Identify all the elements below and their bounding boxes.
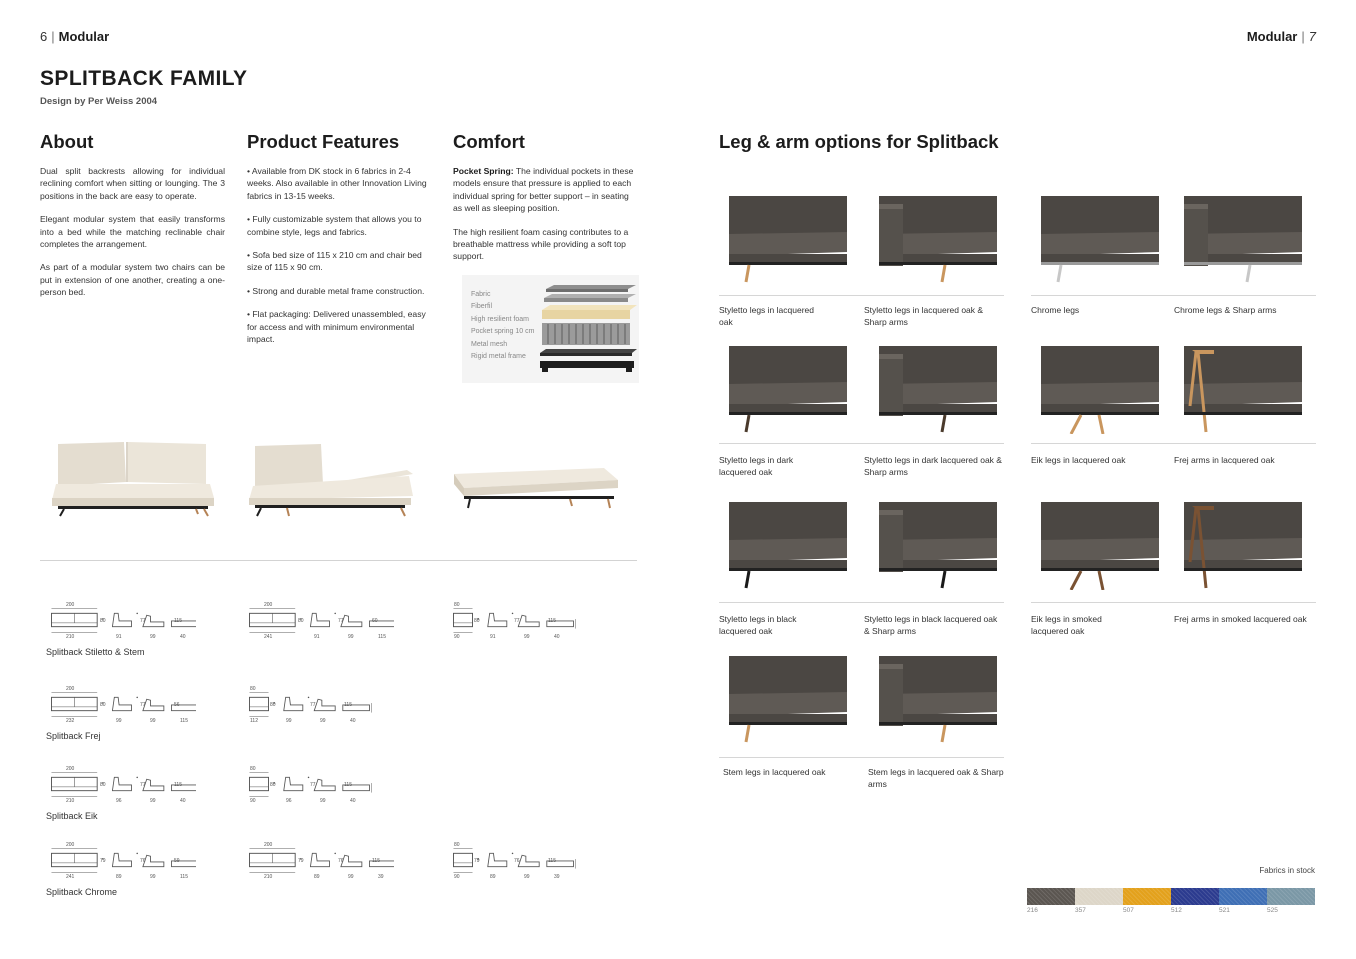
dimension-value: 76 — [514, 858, 520, 864]
fabrics-title: Fabrics in stock — [1259, 866, 1315, 875]
layer-label: Rigid metal frame — [471, 353, 526, 360]
dimension-value: 91 — [314, 634, 320, 640]
dimension-value: 90 — [454, 874, 460, 880]
option-photo — [879, 502, 997, 590]
dimension-value: 79 — [100, 858, 106, 864]
dimension-value: 200 — [66, 686, 75, 692]
dimension-value: 56 — [174, 702, 180, 708]
dimension-value: 80 — [270, 702, 276, 708]
options-heading: Leg & arm options for Splitback — [719, 131, 999, 152]
dimension-value: 210 — [66, 634, 75, 640]
dimension-value: 40 — [180, 798, 186, 804]
option-photo — [879, 656, 997, 744]
feature-item: • Flat packaging: Delivered unassembled, easy for access and with minimum environmental impact. — [247, 309, 426, 345]
dimension-value: 200 — [66, 842, 75, 848]
dimension-value: 89 — [314, 874, 320, 880]
layer-label: Metal mesh — [471, 341, 508, 348]
dimension-set-label: Splitback Eik — [46, 811, 98, 821]
option-caption: Styletto legs in dark lacquered oak & Sharp arms — [864, 455, 1002, 477]
option-photo — [1041, 196, 1159, 284]
dimension-value: 80 — [454, 602, 460, 608]
dimension-value: 77 — [310, 702, 316, 708]
option-photo — [1184, 502, 1302, 590]
option-divider — [864, 602, 1004, 603]
comfort-lead: Pocket Spring: — [453, 166, 514, 176]
dimension-value: 232 — [66, 718, 75, 724]
option-photo — [1041, 502, 1159, 590]
dimension-value: 77 — [140, 702, 146, 708]
option-caption: Styletto legs in black lacquered oak — [719, 614, 797, 636]
option-photo — [729, 656, 847, 744]
dimension-value: 59 — [174, 858, 180, 864]
dimension-value: 91 — [116, 634, 122, 640]
dimension-drawing — [244, 764, 394, 804]
mattress-layers-illustration — [538, 283, 638, 375]
dimension-value: 210 — [66, 798, 75, 804]
option-caption: Eik legs in smoked lacquered oak — [1031, 614, 1102, 636]
option-caption: Chrome legs & Sharp arms — [1174, 305, 1277, 315]
option-photo — [729, 196, 847, 284]
option-photo — [879, 346, 997, 434]
fabric-swatch — [1219, 888, 1267, 905]
comfort-paragraph — [453, 165, 639, 215]
dimension-value: 112 — [250, 718, 258, 724]
dimension-value: 90 — [250, 798, 256, 804]
option-divider — [719, 295, 864, 296]
dimension-value: 99 — [524, 874, 530, 880]
option-caption: Eik legs in lacquered oak — [1031, 455, 1126, 465]
sofa-reclined-photo — [247, 440, 417, 520]
option-photo — [729, 346, 847, 434]
about-paragraph: Dual split backrests allowing for individual reclining comfort when sitting or lounging. The 3 positions in the back are easy to operate. — [40, 166, 225, 201]
dimension-value: 79 — [298, 858, 304, 864]
option-photo — [729, 502, 847, 590]
dimension-value: 99 — [150, 798, 156, 804]
dimension-value: 99 — [150, 718, 156, 724]
dimension-value: 40 — [180, 634, 186, 640]
dimension-value: 60 — [372, 618, 378, 624]
option-photo — [1184, 196, 1302, 284]
option-divider — [864, 295, 1004, 296]
dimension-value: 115 — [344, 702, 352, 708]
features-text — [247, 165, 433, 356]
feature-item: • Strong and durable metal frame construction. — [247, 285, 425, 296]
fabric-swatch — [1267, 888, 1315, 905]
option-caption: Styletto legs in lacquered oak & Sharp arms — [864, 305, 984, 327]
dimension-value: 80 — [100, 702, 106, 708]
option-caption: Stem legs in lacquered oak — [723, 767, 826, 777]
dimension-set-label: Splitback Frej — [46, 731, 101, 741]
left-divider — [40, 560, 637, 561]
dimension-value: 80 — [298, 618, 304, 624]
fabric-code: 216 — [1027, 907, 1038, 914]
about-text — [40, 165, 225, 310]
layer-label: High resilient foam — [471, 316, 529, 323]
dimension-value: 200 — [66, 766, 75, 772]
option-photo — [1041, 346, 1159, 434]
dimension-value: 200 — [66, 602, 75, 608]
option-divider — [1174, 295, 1316, 296]
dimension-value: 99 — [348, 634, 354, 640]
dimension-value: 77 — [514, 618, 520, 624]
option-divider — [864, 757, 1004, 758]
option-caption: Styletto legs in lacquered oak — [719, 305, 814, 327]
dimension-set-label: Splitback Chrome — [46, 887, 118, 897]
option-photo — [879, 196, 997, 284]
option-divider — [719, 443, 864, 444]
comfort-paragraph-1: The individual pockets in these models ensure that pressure is applied to each individual spring for better support – in seating as well as sleeping position. — [453, 166, 634, 214]
dimension-value: 99 — [150, 634, 156, 640]
dimension-value: 89 — [490, 874, 496, 880]
about-heading: About — [40, 131, 94, 152]
left-section-title: Modular — [58, 29, 110, 44]
dimension-value: 115 — [180, 718, 188, 724]
about-paragraph: As part of a modular system two chairs can be put in extension of one another, creating a one-person bed. — [40, 262, 225, 298]
dimension-value: 80 — [100, 782, 106, 788]
dimension-value: 99 — [286, 718, 292, 724]
option-divider — [1031, 443, 1176, 444]
dimension-value: 115 — [548, 858, 556, 864]
fabric-code: 512 — [1171, 907, 1182, 914]
option-caption: Frej arms in smoked lacquered oak — [1174, 614, 1307, 624]
fabric-code: 525 — [1267, 907, 1278, 914]
dimension-value: 40 — [350, 798, 356, 804]
fabric-swatch — [1075, 888, 1123, 905]
left-page-number: 6 — [40, 29, 48, 44]
option-divider — [719, 602, 864, 603]
dimension-value: 80 — [474, 618, 480, 624]
dimension-value: 241 — [66, 874, 75, 880]
option-caption: Styletto legs in black lacquered oak & Sharp arms — [864, 614, 998, 636]
option-caption: Frej arms in lacquered oak — [1174, 455, 1275, 465]
dimension-value: 91 — [490, 634, 496, 640]
features-heading: Product Features — [247, 131, 400, 152]
feature-item: • Fully customizable system that allows you to combine style, legs and fabrics. — [247, 214, 422, 237]
fabric-swatch — [1171, 888, 1219, 905]
dimension-value: 115 — [378, 634, 386, 640]
dimension-drawing — [448, 840, 598, 880]
dimension-value: 210 — [264, 874, 273, 880]
dimension-value: 80 — [250, 766, 256, 772]
option-divider — [719, 757, 864, 758]
dimension-drawing — [244, 684, 394, 724]
option-caption: Stem legs in lacquered oak & Sharp arms — [868, 767, 1004, 789]
option-divider — [1031, 295, 1176, 296]
right-page — [678, 0, 1356, 959]
dimension-value: 79 — [474, 858, 480, 864]
dimension-value: 77 — [140, 782, 146, 788]
fabric-code: 521 — [1219, 907, 1230, 914]
family-subtitle: Design by Per Weiss 2004 — [40, 96, 158, 107]
option-divider — [1031, 602, 1176, 603]
fabric-code: 357 — [1075, 907, 1086, 914]
fabric-swatch — [1027, 888, 1075, 905]
about-paragraph: Elegant modular system that easily transforms into a bed while the matching reclinable chair completes the arrangement. — [40, 214, 225, 250]
dimension-value: 115 — [174, 618, 182, 624]
right-page-number: 7 — [1308, 29, 1316, 44]
comfort-paragraph-2: The high resilient foam casing contributes to a breathable mattress while providing a soft top support. — [453, 226, 629, 262]
left-head-separator: | — [51, 29, 55, 44]
fabric-code: 507 — [1123, 907, 1134, 914]
dimension-value: 99 — [150, 874, 156, 880]
dimension-value: 77 — [310, 782, 316, 788]
option-photo — [1184, 346, 1302, 434]
dimension-value: 241 — [264, 634, 273, 640]
dimension-value: 115 — [548, 618, 556, 624]
mattress-layer-diagram — [462, 275, 639, 383]
dimension-set-label: Splitback Stiletto & Stem — [46, 647, 145, 657]
dimension-value: 99 — [320, 798, 326, 804]
option-divider — [1174, 443, 1316, 444]
dimension-value: 80 — [270, 782, 276, 788]
dimension-value: 39 — [554, 874, 560, 880]
dimension-value: 76 — [140, 858, 146, 864]
layer-label: Fabric — [471, 291, 491, 298]
dimension-value: 77 — [140, 618, 146, 624]
dimension-value: 90 — [454, 634, 460, 640]
right-head-separator: | — [1301, 29, 1305, 44]
fabric-swatch — [1123, 888, 1171, 905]
dimension-value: 40 — [554, 634, 560, 640]
sofa-upright-photo — [50, 440, 220, 520]
dimension-value: 115 — [372, 858, 380, 864]
family-title: SPLITBACK FAMILY — [40, 67, 248, 90]
layer-label: Pocket spring 10 cm — [471, 328, 535, 335]
dimension-value: 40 — [350, 718, 356, 724]
dimension-value: 76 — [338, 858, 344, 864]
feature-item: • Available from DK stock in 6 fabrics in 2-4 weeks. Also available in other Innovation Living fabrics in 13-15 weeks. — [247, 166, 427, 201]
dimension-value: 99 — [524, 634, 530, 640]
layer-label: Fiberfil — [471, 303, 493, 310]
comfort-heading: Comfort — [453, 131, 525, 152]
dimension-value: 80 — [454, 842, 460, 848]
option-divider — [1174, 602, 1316, 603]
option-caption: Styletto legs in dark lacquered oak — [719, 455, 794, 477]
dimension-value: 115 — [174, 782, 182, 788]
dimension-value: 80 — [100, 618, 106, 624]
dimension-value: 77 — [338, 618, 344, 624]
option-caption: Chrome legs — [1031, 305, 1080, 315]
dimension-drawing — [448, 600, 598, 640]
dimension-value: 200 — [264, 602, 273, 608]
feature-item: • Sofa bed size of 115 x 210 cm and chair bed size of 115 x 90 cm. — [247, 250, 422, 273]
sofa-bed-photo — [450, 440, 620, 520]
dimension-value: 99 — [116, 718, 122, 724]
dimension-value: 200 — [264, 842, 273, 848]
left-running-head — [40, 29, 109, 44]
dimension-value: 115 — [344, 782, 352, 788]
dimension-value: 80 — [250, 686, 256, 692]
dimension-value: 96 — [286, 798, 292, 804]
dimension-value: 115 — [180, 874, 188, 880]
right-running-head — [1247, 29, 1316, 44]
dimension-value: 96 — [116, 798, 122, 804]
right-section-title: Modular — [1246, 29, 1298, 44]
dimension-value: 99 — [348, 874, 354, 880]
comfort-text — [453, 165, 639, 274]
dimension-value: 39 — [378, 874, 384, 880]
option-divider — [864, 443, 1004, 444]
dimension-value: 89 — [116, 874, 122, 880]
dimension-value: 99 — [320, 718, 326, 724]
